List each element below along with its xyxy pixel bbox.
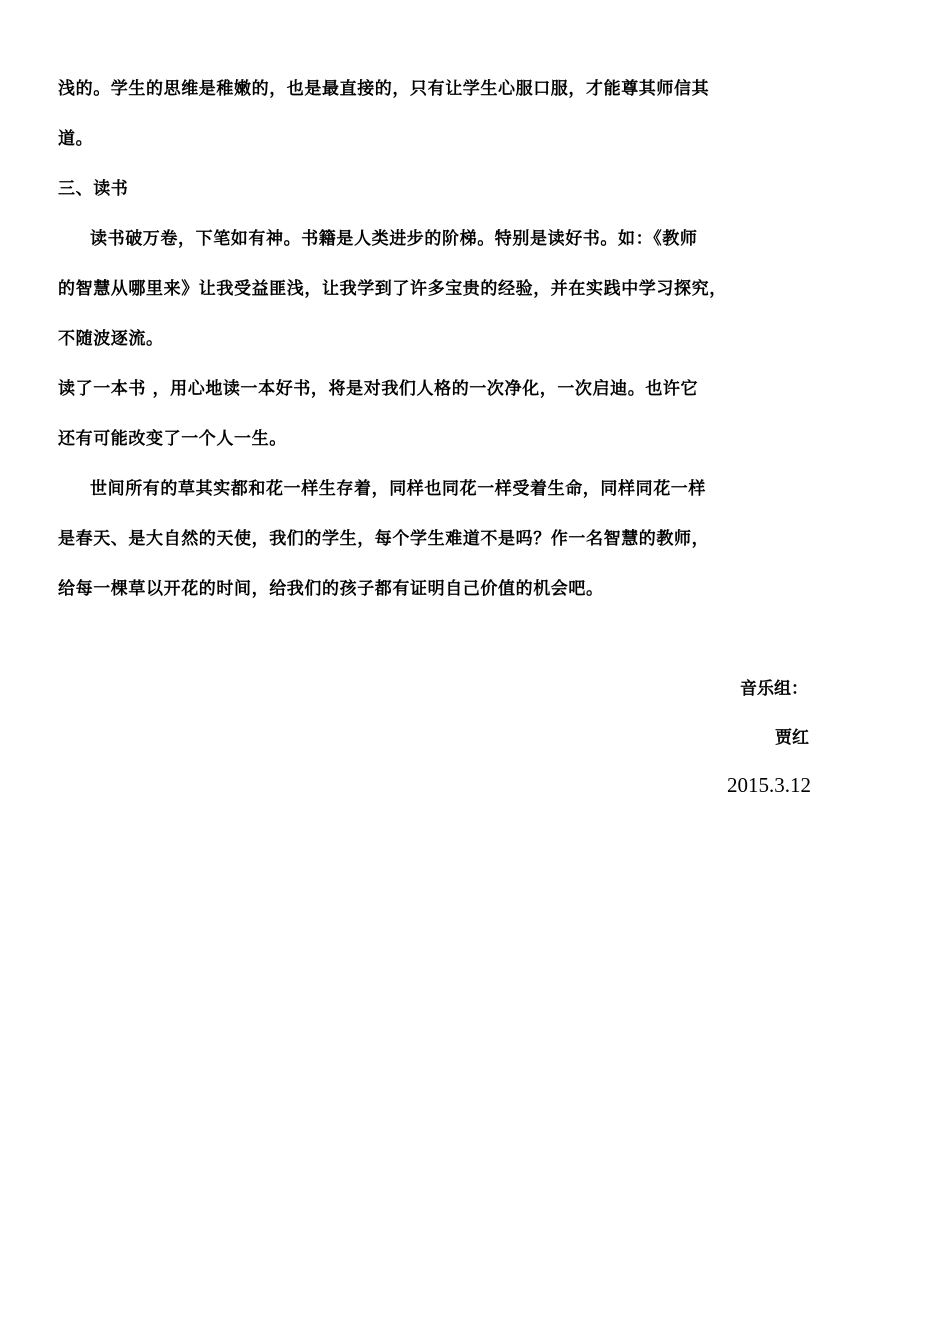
paragraph-line: 道。: [58, 129, 94, 149]
section-heading: 三、读书: [58, 179, 129, 199]
signature-name: 贾红: [775, 728, 809, 748]
paragraph-line: 还有可能改变了一个人一生。: [58, 429, 287, 449]
paragraph-line: 读了一本书 ，用心地读一本好书，将是对我们人格的一次净化，一次启迪。也许它: [58, 379, 699, 399]
paragraph-line: 给每一棵草以开花的时间，给我们的孩子都有证明自己价值的机会吧。: [58, 579, 604, 599]
paragraph-line: 不随波逐流。: [58, 329, 164, 349]
signature-date: 2015.3.12: [727, 773, 811, 797]
paragraph-line: 浅的。学生的思维是稚嫩的，也是最直接的，只有让学生心服口服，才能尊其师信其: [58, 79, 710, 99]
paragraph-line: 的智慧从哪里来》让我受益匪浅，让我学到了许多宝贵的经验，并在实践中学习探究，: [58, 279, 727, 299]
paragraph-line: 是春天、是大自然的天使，我们的学生，每个学生难道不是吗？作一名智慧的教师，: [58, 529, 710, 549]
paragraph-line: 世间所有的草其实都和花一样生存着，同样也同花一样受着生命，同样同花一样: [90, 479, 706, 499]
paragraph-line: 读书破万卷，下笔如有神。书籍是人类进步的阶梯。特别是读好书。如：《教师: [90, 229, 698, 249]
signature-group: 音乐组：: [740, 679, 808, 699]
